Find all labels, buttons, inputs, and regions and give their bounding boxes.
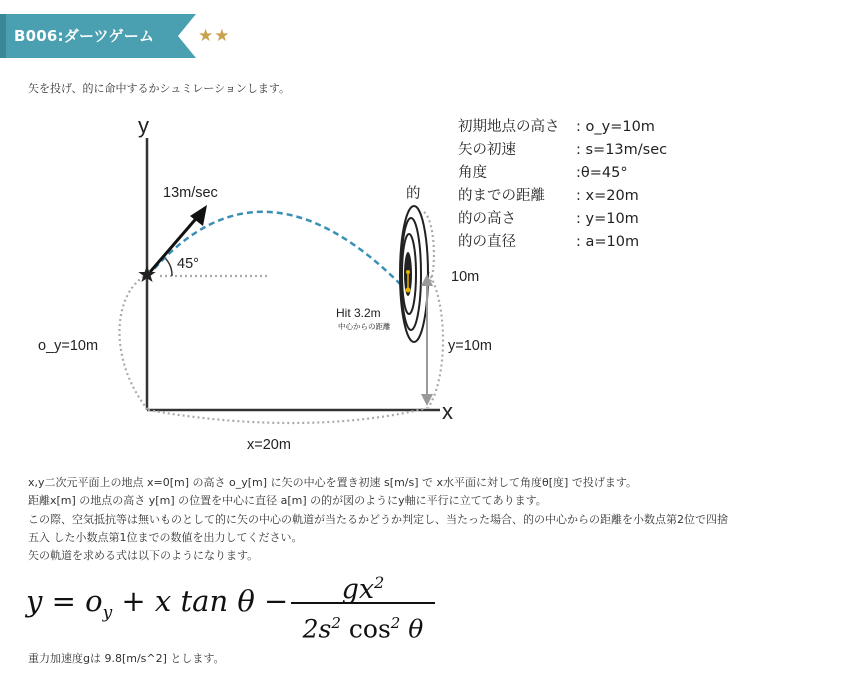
formula-mid-text: + x tan θ − — [112, 584, 289, 618]
param-value: : o_y=10m — [576, 119, 655, 135]
param-key: 角度 — [458, 165, 487, 181]
param-value: : s=13m/sec — [576, 142, 668, 158]
hit-label: Hit 3.2m — [336, 306, 381, 320]
gravity-note: 重力加速度gは 9.8[m/s^2] とします。 — [28, 652, 225, 665]
title-banner — [0, 14, 196, 58]
description-line: 距離x[m] の地点の高さ y[m] の位置を中心に直径 a[m] の的が図のようにy軸に平行に立ててあります。 — [28, 494, 547, 508]
formula-fraction — [289, 564, 437, 642]
angle-arc — [165, 258, 172, 276]
param-value: : a=10m — [576, 234, 640, 250]
target-center-point — [406, 270, 410, 274]
formula-numerator — [289, 564, 437, 605]
param-value: :θ=45° — [576, 165, 628, 181]
formula-denominator — [289, 604, 437, 642]
param-row — [458, 185, 667, 208]
trajectory-formula — [26, 564, 446, 646]
param-key: 的の直径 — [458, 234, 516, 250]
diameter-label: 10m — [451, 269, 480, 285]
numerator-exp: 2 — [374, 573, 385, 592]
denominator-theta: θ — [400, 613, 424, 643]
parameter-list — [458, 116, 667, 254]
description-line: 矢の軌道を求める式は以下のようになります。 — [28, 549, 259, 563]
speed-label: 13m/sec — [163, 185, 218, 201]
param-key: 的までの距離 — [458, 188, 545, 204]
hit-sub-label: 中心からの距離 — [338, 322, 391, 331]
page-title: B006:ダーツゲーム — [14, 27, 155, 45]
problem-description — [28, 474, 838, 565]
param-key: 的の高さ — [458, 211, 516, 227]
formula-lhs-text: y = o — [26, 584, 103, 618]
param-row — [458, 162, 667, 185]
dart-diagram — [0, 100, 861, 470]
oy-label: o_y=10m — [38, 338, 99, 354]
x-distance-label: x=20m — [247, 437, 291, 453]
param-value: : x=20m — [576, 188, 639, 204]
denominator-base: 2s — [302, 613, 332, 643]
description-line: この際、空気抵抗等は無いものとして的に矢の中心の軌道が当たるかどうか判定し、当たった場合、的の中心からの距離を小数点第2位で四捨 — [28, 512, 728, 526]
param-key: 初期地点の高さ — [458, 119, 560, 135]
param-row — [458, 231, 667, 254]
numerator-base: gx — [341, 574, 375, 605]
denominator-exp1: 2 — [331, 613, 341, 632]
description-line: x,y二次元平面上の地点 x=0[m] の高さ o_y[m] に矢の中心を置き初速 s[m/s] で x水平面に対して角度θ[度] で投げます。 — [28, 476, 637, 489]
y-axis-label: y — [138, 113, 149, 138]
x-axis-label: x — [442, 399, 453, 424]
angle-label: 45° — [177, 256, 199, 272]
formula-lhs — [26, 584, 288, 623]
oy-measure-curve — [119, 274, 148, 410]
intro-text: 矢を投げ、的に命中するかシュミレーションします。 — [28, 82, 291, 95]
param-key: 矢の初速 — [458, 142, 516, 158]
param-row — [458, 208, 667, 231]
param-value: : y=10m — [576, 211, 639, 227]
denominator-exp2: 2 — [390, 613, 401, 632]
formula-subscript: y — [102, 602, 113, 623]
y-measure-curve — [428, 272, 443, 408]
param-row — [458, 139, 667, 162]
y-height-label: y=10m — [448, 338, 492, 354]
difficulty-stars: ★★ — [198, 26, 231, 46]
target-label: 的 — [406, 186, 421, 202]
denominator-cos: cos — [340, 613, 391, 643]
param-row — [458, 116, 667, 139]
description-line: 五入 した小数点第1位までの数値を出力してください。 — [28, 530, 303, 544]
trajectory-path — [148, 212, 408, 292]
